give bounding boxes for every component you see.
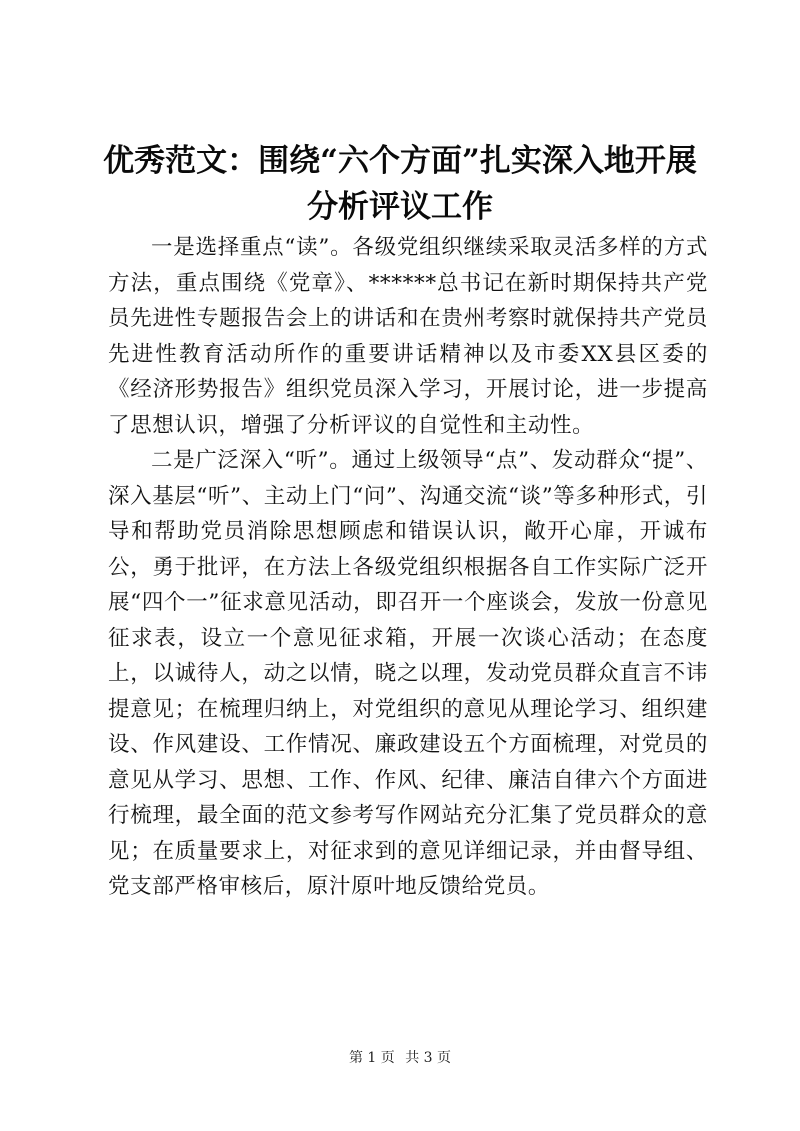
title-line-1: 优秀范文：围绕“六个方面”扎实深入地开展 bbox=[103, 143, 697, 179]
page-footer bbox=[0, 1048, 800, 1068]
title-line-2: 分析评议工作 bbox=[307, 189, 493, 225]
paragraph-listen: 二是广泛深入“听”。通过上级领导“点”、发动群众“提”、深入基层“听”、主动上门“问”、沟通交流“谈”等多种形式，引导和帮助党员消除思想顾虑和错误认识，敞开心扉，开诚布公，勇于批评，在方法上各级党组织根据各自工作实际广泛开展“四个一”征求意见活动，即召开一个座谈会，发放一份意见征求表，设立一个意见征求箱，开展一次谈心活动；在态度上，以诚待人，动之以情，晓之以理，发动党员群众直言不讳提意见；在梳理归纳上，对党组织的意见从理论学习、组织建设、作风建设、工作情况、廉政建设五个方面梳理，对党员的意见从学习、思想、工作、作风、纪律、廉洁自律六个方面进行梳理，最全面的范文参考写作网站充分汇集了党员群众的意见；在质量要求上，对征求到的意见详细记录，并由督导组、党支部严格审核后，原汁原叶地反馈给党员。 bbox=[108, 448, 708, 899]
document-title bbox=[100, 138, 700, 230]
document-body bbox=[108, 230, 708, 905]
page-number: 第 1 页 bbox=[348, 1050, 395, 1066]
page-total: 共 3 页 bbox=[405, 1050, 452, 1066]
paragraph-read: 一是选择重点“读”。各级党组织继续采取灵活多样的方式方法，重点围绕《党章》、******总书记在新时期保持共产党员先进性专题报告会上的讲话和在贵州考察时就保持共产党员先进性教育活动所作的重要讲话精神以及市委XX县区委的《经济形势报告》组织党员深入学习，开展讨论，进一步提高了思想认识，增强了分析评议的自觉性和主动性。 bbox=[108, 235, 708, 438]
